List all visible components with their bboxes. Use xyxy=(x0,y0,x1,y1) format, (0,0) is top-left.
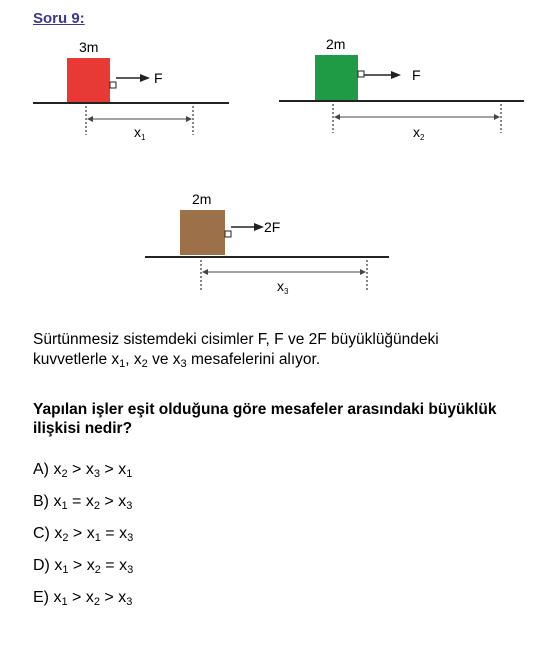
option-e[interactable]: E) $x_1 > x_2 > x_3$ xyxy=(33,589,133,608)
mass-label-2: 2m xyxy=(326,36,346,52)
physics-figures xyxy=(0,0,546,310)
figure-3 xyxy=(145,191,389,296)
option-b[interactable]: B) $x_1 = x_2 > x_3$ xyxy=(33,493,133,512)
block-2 xyxy=(315,55,358,100)
figure-1 xyxy=(33,39,229,142)
force-label-3: 2F xyxy=(264,219,281,235)
distance-label-2: $x_2$ xyxy=(413,124,425,142)
force-label-2: F xyxy=(412,67,421,83)
option-d[interactable]: D) $x_1 > x_2 = x_3$ xyxy=(33,557,134,576)
distance-label-1: $x_1$ xyxy=(134,124,146,142)
question-number: Soru 9: xyxy=(33,10,85,27)
distance-label-3: $x_3$ xyxy=(277,278,289,296)
option-c[interactable]: C) $x_2 > x_1 = x_3$ xyxy=(33,525,134,544)
answer-options xyxy=(33,459,133,619)
figure-2 xyxy=(279,36,524,142)
mass-label-1: 3m xyxy=(79,39,99,55)
block-3 xyxy=(180,210,225,255)
option-a[interactable]: A) $x_2 > x_3 > x_1$ xyxy=(33,461,133,480)
mass-label-3: 2m xyxy=(192,191,212,207)
question-text: Yapılan işler eşit olduğuna göre mesafeler arasındaki büyüklük ilişkisi nedir? xyxy=(33,401,497,437)
block-1 xyxy=(67,58,110,102)
problem-statement: Sürtünmesiz sistemdeki cisimler F, F ve 2F büyüklüğündeki kuvvetlerle $x_1$, $x_2$ ve $x_3$ mesafelerini alıyor. xyxy=(33,331,439,370)
force-label-1: F xyxy=(154,70,163,86)
